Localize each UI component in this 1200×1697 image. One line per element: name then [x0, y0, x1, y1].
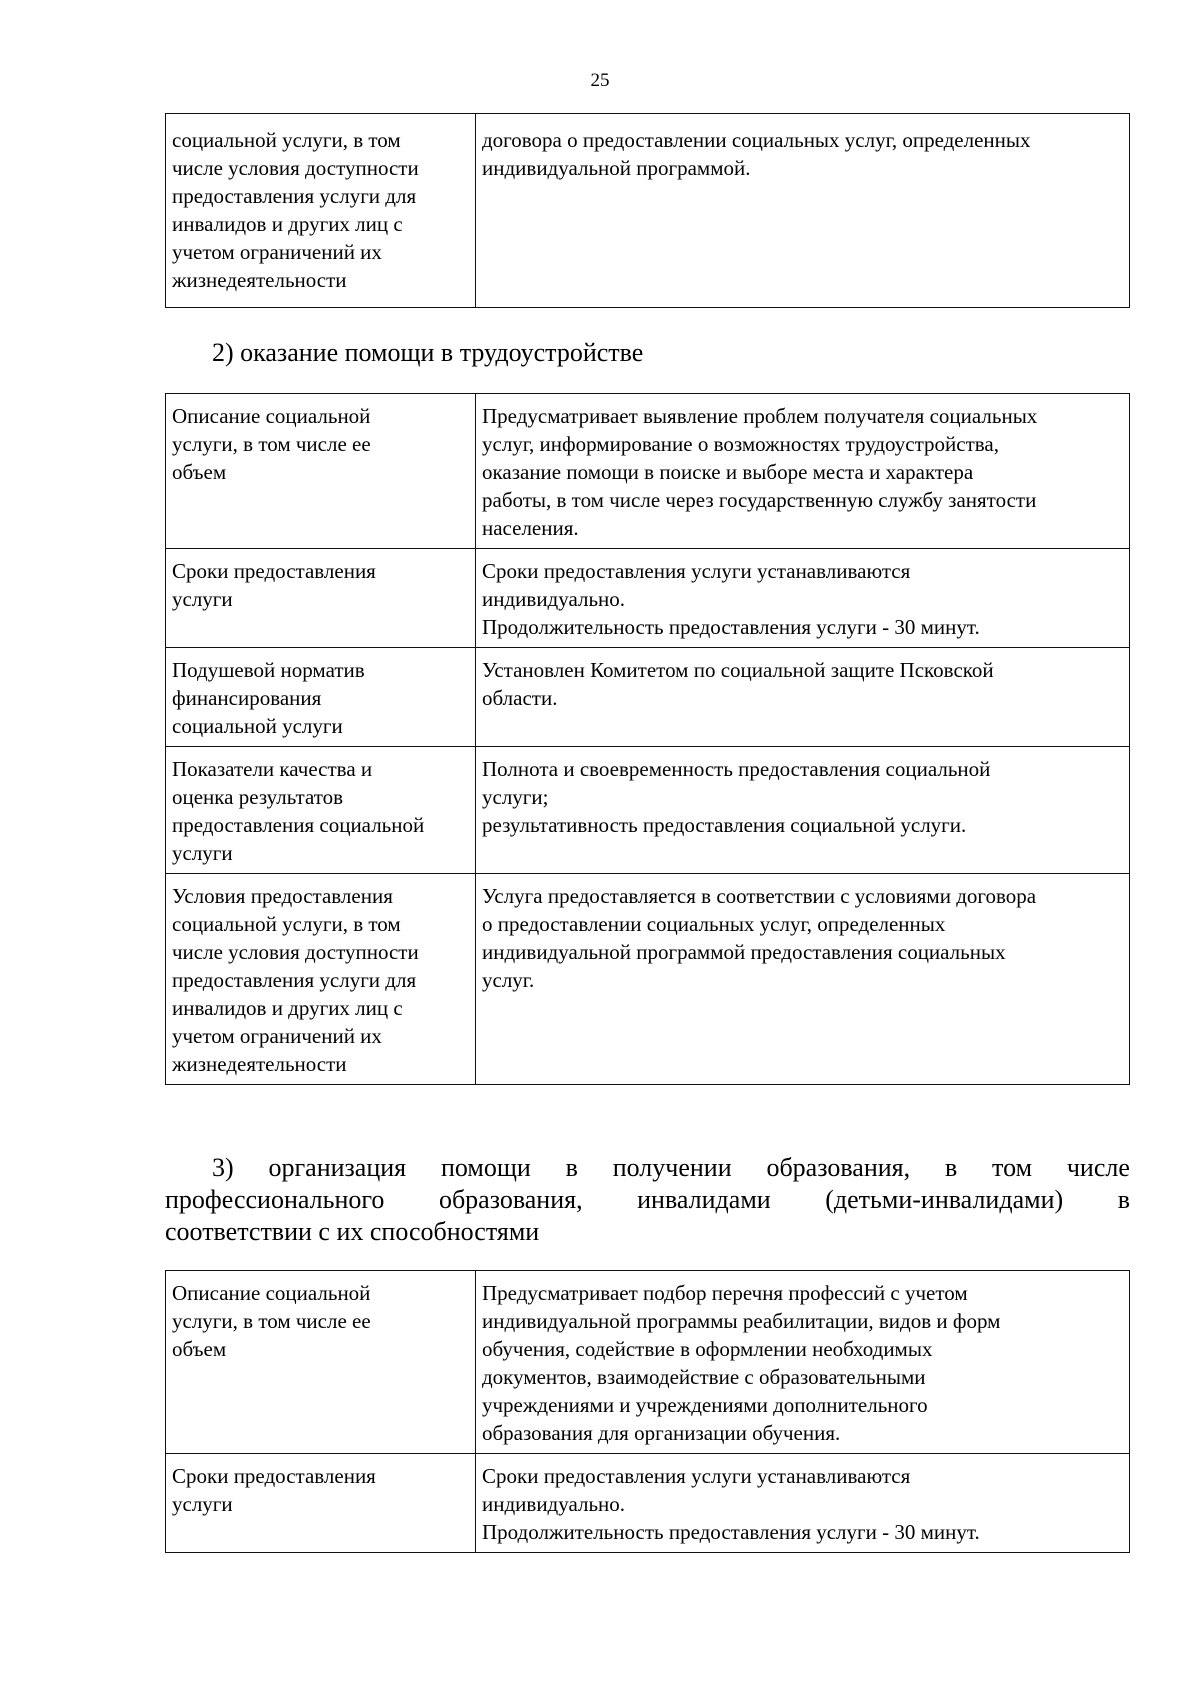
cell-text-line: Показатели качества и	[172, 757, 373, 781]
heading-word: профессионального	[165, 1185, 385, 1214]
cell-text-line: работы, в том числе через государственную службу занятости	[482, 488, 1037, 512]
parameter-cell	[166, 549, 476, 648]
section-3-heading-line-3	[165, 1216, 1130, 1248]
cell-text-line: учетом ограничений их	[172, 240, 382, 264]
cell-text-line: индивидуальной программы реабилитации, видов и форм	[482, 1309, 1001, 1333]
cell-text-line: области.	[482, 686, 558, 710]
page-number: 25	[590, 70, 610, 91]
cell-text-line: договора о предоставлении социальных услуг, определенных	[482, 128, 1031, 152]
cell-text-line: социальной услуги	[172, 714, 343, 738]
cell-text-line: Предусматривает выявление проблем получателя социальных	[482, 404, 1038, 428]
heading-word: образования,	[438, 1185, 583, 1214]
table-row	[166, 874, 1130, 1085]
heading-word: в	[1117, 1185, 1130, 1214]
cell-text-line: объем	[172, 460, 227, 484]
parameter-cell	[166, 747, 476, 874]
cell-text-line: оценка результатов	[172, 785, 344, 809]
cell-text-line: числе условия доступности	[172, 940, 419, 964]
continued-service-table	[165, 113, 1130, 308]
cell-text-line: инвалидов и других лиц с	[172, 996, 403, 1020]
cell-text-line: Продолжительность предоставления услуги - 30 минут.	[482, 1520, 980, 1544]
table-row	[166, 747, 1130, 874]
cell-text-line: социальной услуги, в том	[172, 912, 401, 936]
cell-text-line: о предоставлении социальных услуг, определенных	[482, 912, 946, 936]
cell-text-line: Сроки предоставления	[172, 1464, 376, 1488]
parameter-cell	[166, 394, 476, 549]
cell-text-line: предоставления социальной	[172, 813, 425, 837]
cell-text-line: числе условия доступности	[172, 156, 419, 180]
cell-text-line: услуги	[172, 841, 233, 865]
heading-word: в	[944, 1153, 958, 1182]
cell-text-line: Установлен Комитетом по социальной защите Псковской	[482, 658, 994, 682]
heading-word: 3)	[212, 1153, 234, 1182]
parameter-cell	[166, 1271, 476, 1454]
cell-text-line: Описание социальной	[172, 404, 371, 428]
cell-text-line: индивидуально.	[482, 587, 626, 611]
description-cell	[476, 1454, 1130, 1553]
cell-text-line: населения.	[482, 516, 579, 540]
employment-assistance-table	[165, 393, 1130, 1085]
table-row	[166, 1454, 1130, 1553]
description-cell	[476, 549, 1130, 648]
heading-word: получении	[612, 1153, 732, 1182]
parameter-cell	[166, 648, 476, 747]
education-assistance-table	[165, 1270, 1130, 1553]
cell-text-line: объем	[172, 1337, 227, 1361]
cell-text-line: услуги, в том числе ее	[172, 1309, 371, 1333]
cell-text-line: услуги	[172, 587, 233, 611]
description-cell	[476, 114, 1130, 308]
table-row	[166, 549, 1130, 648]
cell-text-line: предоставления услуги для	[172, 968, 417, 992]
description-cell	[476, 1271, 1130, 1454]
description-cell	[476, 747, 1130, 874]
cell-text-line: Сроки предоставления услуги устанавливаются	[482, 559, 911, 583]
cell-text-line: Предусматривает подбор перечня профессий с учетом	[482, 1281, 968, 1305]
parameter-cell	[166, 114, 476, 308]
cell-text-line: инвалидов и других лиц с	[172, 212, 403, 236]
description-cell	[476, 874, 1130, 1085]
section-3-heading	[165, 1152, 1130, 1248]
heading-word: числе	[1066, 1153, 1130, 1182]
cell-text-line: жизнедеятельности	[172, 1052, 347, 1076]
heading-word: образования,	[766, 1153, 911, 1182]
cell-text-line: учреждениями и учреждениями дополнительного	[482, 1393, 928, 1417]
parameter-cell	[166, 874, 476, 1085]
cell-text-line: предоставления услуги для	[172, 184, 417, 208]
cell-text-line: Подушевой норматив	[172, 658, 365, 682]
heading-word: том	[992, 1153, 1033, 1182]
table-row	[166, 394, 1130, 549]
heading-word: инвалидами	[637, 1185, 771, 1214]
section-3-heading-line-1	[165, 1152, 1130, 1184]
cell-text-line: Продолжительность предоставления услуги - 30 минут.	[482, 615, 980, 639]
heading-word: (детьми-инвалидами)	[825, 1185, 1064, 1214]
cell-text-line: индивидуальной программой.	[482, 156, 751, 180]
parameter-cell	[166, 1454, 476, 1553]
heading-word: в	[565, 1153, 578, 1182]
heading-word: соответствии с их способностями	[165, 1217, 540, 1246]
cell-text-line: Полнота и своевременность предоставления социальной	[482, 757, 991, 781]
cell-text-line: услуги	[172, 1492, 233, 1516]
cell-text-line: услуги;	[482, 785, 549, 809]
cell-text-line: услуги, в том числе ее	[172, 432, 371, 456]
cell-text-line: документов, взаимодействие с образовательными	[482, 1365, 926, 1389]
cell-text-line: услуг.	[482, 968, 535, 992]
heading-word: организация	[268, 1153, 407, 1182]
table-row	[166, 648, 1130, 747]
table-row	[166, 114, 1130, 308]
heading-word: помощи	[440, 1153, 531, 1182]
cell-text-line: Условия предоставления	[172, 884, 393, 908]
cell-text-line: финансирования	[172, 686, 322, 710]
cell-text-line: Сроки предоставления услуги устанавливаются	[482, 1464, 911, 1488]
cell-text-line: Услуга предоставляется в соответствии с условиями договора	[482, 884, 1037, 908]
cell-text-line: индивидуально.	[482, 1492, 626, 1516]
table-row	[166, 1271, 1130, 1454]
cell-text-line: социальной услуги, в том	[172, 128, 401, 152]
cell-text-line: Описание социальной	[172, 1281, 371, 1305]
section-2-heading: 2) оказание помощи в трудоустройстве	[212, 338, 644, 367]
description-cell	[476, 394, 1130, 549]
cell-text-line: услуг, информирование о возможностях трудоустройства,	[482, 432, 999, 456]
cell-text-line: образования для организации обучения.	[482, 1421, 841, 1445]
section-3-heading-line-2	[165, 1184, 1130, 1216]
cell-text-line: жизнедеятельности	[172, 268, 347, 292]
cell-text-line: индивидуальной программой предоставления социальных	[482, 940, 1006, 964]
cell-text-line: Сроки предоставления	[172, 559, 376, 583]
cell-text-line: результативность предоставления социальной услуги.	[482, 813, 967, 837]
description-cell	[476, 648, 1130, 747]
cell-text-line: оказание помощи в поиске и выборе места и характера	[482, 460, 974, 484]
cell-text-line: обучения, содействие в оформлении необходимых	[482, 1337, 933, 1361]
cell-text-line: учетом ограничений их	[172, 1024, 382, 1048]
